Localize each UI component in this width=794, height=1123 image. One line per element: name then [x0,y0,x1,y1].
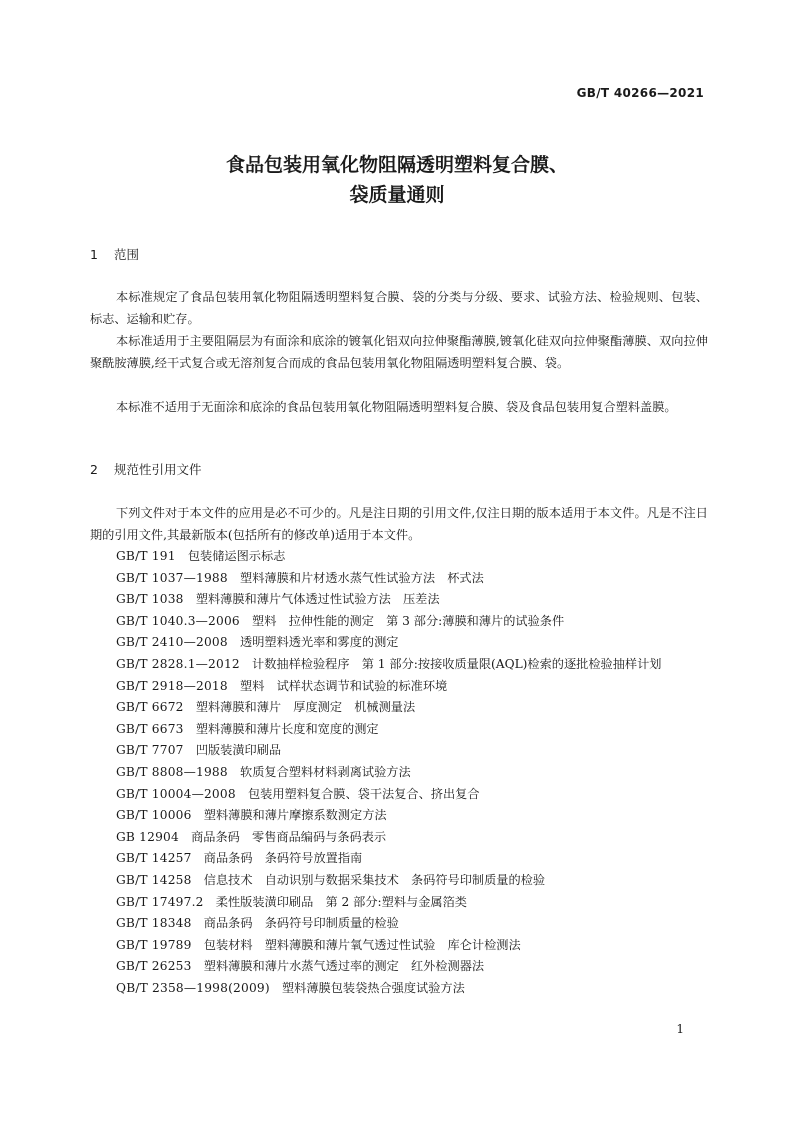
standard-number: GB/T 40266—2021 [576,86,704,100]
reference-title: 柔性版装潢印刷品 第 2 部分:塑料与金属箔类 [215,894,467,909]
reference-code: GB/T 6673 [116,721,184,736]
reference-code: GB/T 10004—2008 [116,786,236,801]
section-2-heading [90,460,202,480]
reference-code: GB/T 1040.3—2006 [116,613,240,628]
reference-title: 塑料薄膜和薄片 厚度测定 机械测量法 [195,700,416,715]
reference-code: GB/T 2828.1—2012 [116,656,240,671]
reference-title: 商品条码 条码符号放置指南 [203,851,363,866]
reference-title: 包装用塑料复合膜、袋干法复合、挤出复合 [247,786,480,801]
reference-title: 软质复合塑料材料剥离试验方法 [240,764,411,779]
reference-title: 信息技术 自动识别与数据采集技术 条码符号印制质量的检验 [203,872,546,887]
reference-item [90,740,708,762]
reference-item [90,956,708,978]
reference-code: GB/T 18348 [116,916,192,931]
scope-paragraph-3: 本标准不适用于无面涂和底涂的食品包装用氧化物阻隔透明塑料复合膜、袋及食品包装用复合塑料盖膜。 [116,400,677,414]
reference-title: 商品条码 零售商品编码与条码表示 [191,829,387,844]
reference-title: 商品条码 条码符号印制质量的检验 [203,916,399,931]
reference-code: GB/T 17497.2 [116,894,204,909]
reference-code: GB/T 2410—2008 [116,635,228,650]
reference-title: 透明塑料透光率和雾度的测定 [240,635,399,650]
reference-item [90,913,708,935]
reference-item [90,697,708,719]
reference-title: 塑料薄膜和薄片长度和宽度的测定 [195,721,379,736]
reference-item [90,719,708,741]
reference-title: 塑料薄膜和薄片水蒸气透过率的测定 红外检测器法 [203,959,485,974]
scope-paragraph-2: 本标准适用于主要阻隔层为有面涂和底涂的镀氧化铝双向拉伸聚酯薄膜,镀氧化硅双向拉伸聚酯薄膜、双向拉伸聚酰胺薄膜,经干式复合或无溶剂复合而成的食品包装用氧化物阻隔透明塑料复合膜、袋。 [90,334,708,370]
reference-item [90,935,708,957]
reference-item [90,784,708,806]
reference-code: GB 12904 [116,829,179,844]
reference-title: 塑料薄膜和薄片气体透过性试验方法 压差法 [195,592,440,607]
reference-code: GB/T 10006 [116,808,192,823]
reference-code: GB/T 7707 [116,743,184,758]
reference-item [90,762,708,784]
reference-code: GB/T 1038 [116,592,184,607]
document-title-line-2: 袋质量通则 [349,184,445,206]
reference-code: GB/T 6672 [116,700,184,715]
reference-code: GB/T 26253 [116,959,192,974]
scope-paragraph-1: 本标准规定了食品包装用氧化物阻隔透明塑料复合膜、袋的分类与分级、要求、试验方法、检验规则、包装、标志、运输和贮存。 [90,290,708,326]
reference-title: 塑料薄膜和薄片摩擦系数测定方法 [203,808,387,823]
document-title [0,150,794,210]
reference-title: 塑料薄膜和片材透水蒸气性试验方法 杯式法 [240,570,484,585]
page-number: 1 [676,1022,684,1036]
reference-item [90,546,708,568]
reference-title: 计数抽样检验程序 第 1 部分:按接收质量限(AQL)检索的逐批检验抽样计划 [252,656,662,671]
reference-title: 塑料 试样状态调节和试验的标准环境 [240,678,448,693]
reference-code: GB/T 14258 [116,872,192,887]
reference-list [90,546,708,999]
reference-item [90,870,708,892]
reference-item [90,892,708,914]
section-1-heading [90,245,139,265]
reference-code: QB/T 2358—1998(2009) [116,980,270,995]
reference-code: GB/T 19789 [116,937,192,952]
section-2-number: 2 [90,462,98,477]
reference-title: 凹版装潢印刷品 [195,743,282,758]
reference-item [90,654,708,676]
reference-code: GB/T 2918—2018 [116,678,228,693]
references-intro: 下列文件对于本文件的应用是必不可少的。凡是注日期的引用文件,仅注日期的版本适用于本文件。凡是不注日期的引用文件,其最新版本(包括所有的修改单)适用于本文件。 [90,506,708,542]
reference-title: 包装储运图示标志 [187,549,286,563]
reference-item [90,805,708,827]
reference-item [90,978,708,1000]
section-1-title: 范围 [113,247,139,262]
reference-code: GB/T 1037—1988 [116,570,228,585]
reference-item [90,611,708,633]
reference-title: 塑料薄膜包装袋热合强度试验方法 [282,980,465,995]
section-2-title: 规范性引用文件 [113,462,202,477]
section-1-number: 1 [90,247,98,262]
reference-item [90,676,708,698]
reference-item [90,632,708,654]
reference-title: 包装材料 塑料薄膜和薄片氧气透过性试验 库仑计检测法 [203,937,521,952]
reference-title: 塑料 拉伸性能的测定 第 3 部分:薄膜和薄片的试验条件 [252,613,565,628]
reference-code: GB/T 191 [116,549,176,563]
reference-item [90,568,708,590]
document-title-line-1: 食品包装用氧化物阻隔透明塑料复合膜、 [225,154,568,176]
reference-code: GB/T 14257 [116,851,192,866]
reference-item [90,589,708,611]
reference-item [90,848,708,870]
reference-code: GB/T 8808—1988 [116,764,228,779]
reference-item [90,827,708,849]
